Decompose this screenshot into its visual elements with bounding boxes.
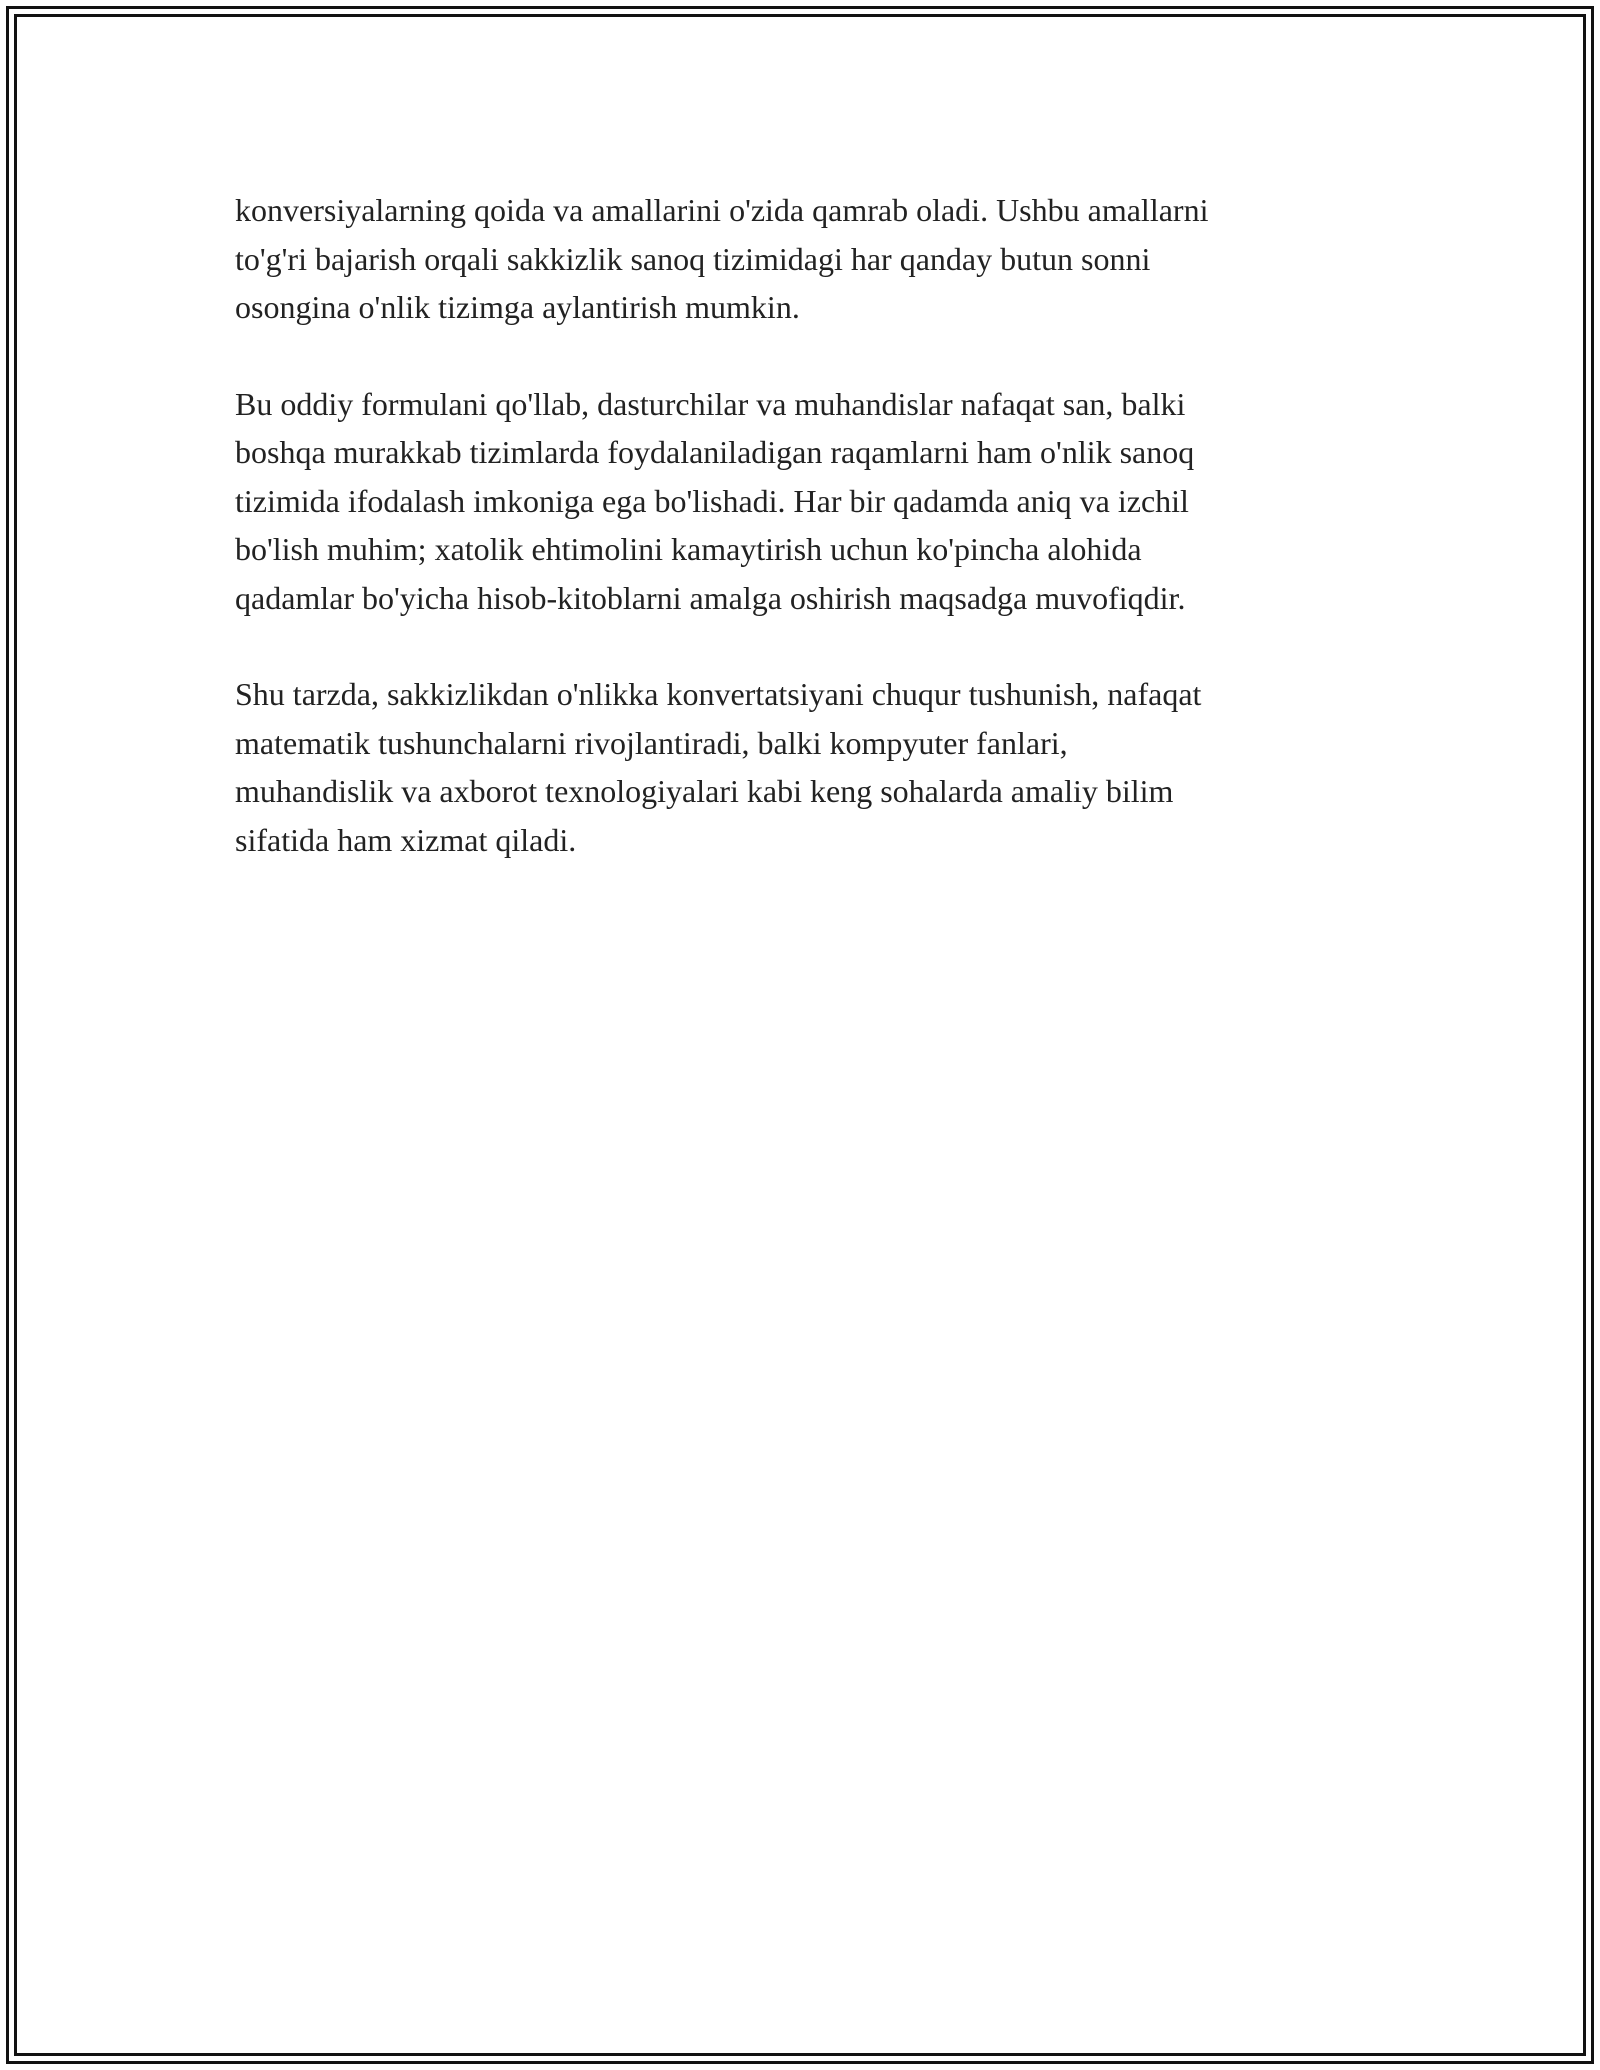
paragraph-3 xyxy=(235,670,1375,864)
paragraph-1 xyxy=(235,186,1375,332)
paragraph-2 xyxy=(235,380,1375,623)
text-line: osongina o'nlik tizimga aylantirish mumkin. xyxy=(235,289,800,325)
text-line: tizimida ifodalash imkoniga ega bo'lishadi. Har bir qadamda aniq va izchil xyxy=(235,482,1189,519)
text-line: Shu tarzda, sakkizlikdan o'nlikka konvertatsiyani chuqur tushunish, nafaqat xyxy=(235,676,1202,712)
text-line: Bu oddiy formulani qo'llab, dasturchilar va muhandislar nafaqat san, balki xyxy=(235,385,1186,422)
document-body xyxy=(235,186,1375,912)
text-line: muhandislik va axborot texnologiyalari kabi keng sohalarda amaliy bilim xyxy=(235,773,1174,809)
text-line: to'g'ri bajarish orqali sakkizlik sanoq tizimidagi har qanday butun sonni xyxy=(235,240,1151,277)
text-line: konversiyalarning qoida va amallarini o'zida qamrab oladi. Ushbu amallarni xyxy=(235,192,1209,228)
text-line: qadamlar bo'yicha hisob-kitoblarni amalga oshirish maqsadga muvofiqdir. xyxy=(235,579,1186,616)
text-line: bo'lish muhim; xatolik ehtimolini kamaytirish uchun ko'pincha alohida xyxy=(235,531,1142,567)
text-line: sifatida ham xizmat qiladi. xyxy=(235,821,577,858)
text-line: matematik tushunchalarni rivojlantiradi, balki kompyuter fanlari, xyxy=(235,724,1068,761)
text-line: boshqa murakkab tizimlarda foydalaniladigan raqamlarni ham o'nlik sanoq xyxy=(235,434,1195,470)
